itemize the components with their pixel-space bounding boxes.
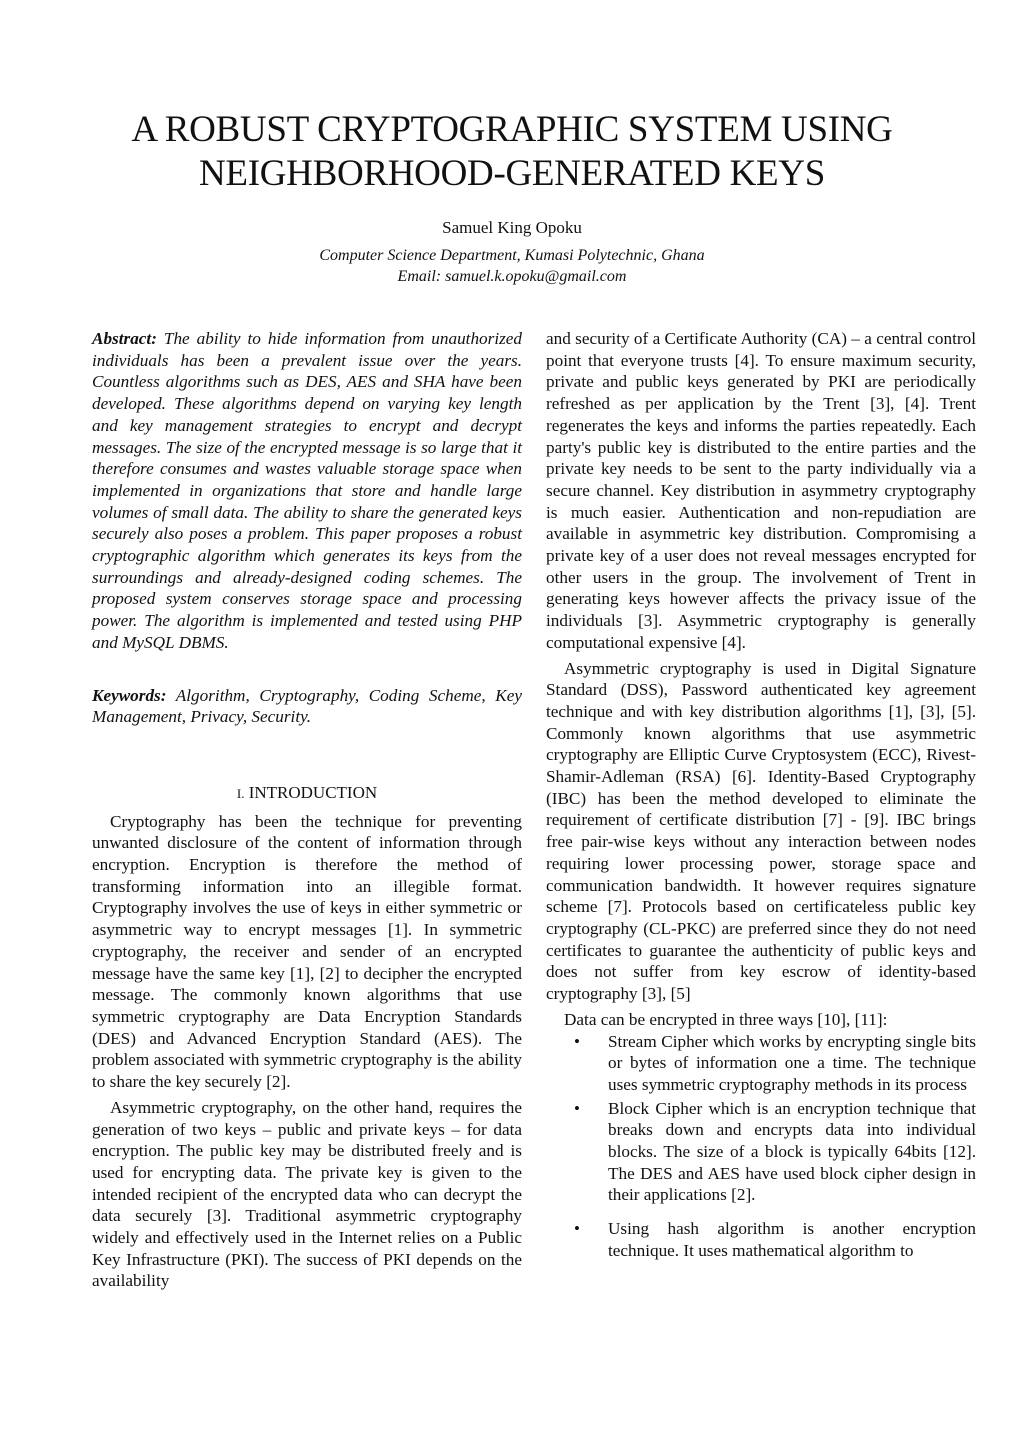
encryption-methods-list bbox=[546, 1031, 976, 1262]
bullet-icon: • bbox=[574, 1219, 580, 1239]
abstract-label: Abstract: bbox=[92, 329, 157, 348]
abstract-text: The ability to hide information from unauthorized individuals has been a prevalent issue over the years. Countless algorithms such as DES, AES and SHA have been developed. These algorithms depend on varying key length and key management strategies to encrypt and decrypt messages. The size of the encrypted message is so large that it therefore consumes and wastes valuable storage space when implemented in organizations that store and handle large volumes of small data. The ability to share the generated keys securely also poses a problem. This paper proposes a robust cryptographic algorithm which generates its keys from the surroundings and already-designed coding schemes. The proposed system conserves storage space and processing power. The algorithm is implemented and tested using PHP and MySQL DBMS. bbox=[92, 329, 523, 652]
affiliation: Computer Science Department, Kumasi Polytechnic, Ghana bbox=[319, 247, 705, 264]
title-line-1: A ROBUST CRYPTOGRAPHIC SYSTEM USING bbox=[131, 109, 893, 150]
author-name: Samuel King Opoku bbox=[442, 218, 582, 237]
intro-paragraph-2: Asymmetric cryptography, on the other hand, requires the generation of two keys – public and private keys – for data encryption. The public key may be distributed freely and is used for encrypting data. The private key is given to the intended recipient of the encrypted data who can decrypt the data securely [3]. Traditional asymmetric cryptography widely and effectively used in the Internet relies on a Public Key Infrastructure (PKI). The success of PKI depends on the availability bbox=[92, 1097, 522, 1291]
body-paragraph: Asymmetric cryptography is used in Digital Signature Standard (DSS), Password authenticated key agreement technique and with key distribution algorithms [1], [3], [5]. Commonly known algorithms that use asymmetric cryptography are Elliptic Curve Cryptosystem (ECC), Rivest-Shamir-Adleman (RSA) [6]. Identity-Based Cryptography (IBC) has been the method developed to eliminate the requirement of certificate distribution [7] - [9]. IBC brings free pair-wise keys without any interaction between nodes requiring lower processing power, storage space and communication bandwidth. It however requires signature scheme [7]. Protocols based on certificateless public key cryptography (CL-PKC) are preferred since they do not need certificates to guarantee the authenticity of public keys and does not suffer from key escrow of identity-based cryptography [3], [5] bbox=[546, 658, 976, 1004]
paper-title bbox=[60, 108, 964, 196]
abstract bbox=[92, 328, 522, 654]
bullet-icon: • bbox=[574, 1098, 580, 1118]
keywords-text: Algorithm, Cryptography, Coding Scheme, Key Management, Privacy, Security. bbox=[92, 685, 522, 727]
list-item bbox=[546, 1218, 976, 1261]
bullet-icon: • bbox=[574, 1031, 580, 1051]
left-column bbox=[92, 328, 522, 1292]
section-title: INTRODUCTION bbox=[248, 782, 378, 802]
author-affiliation-block bbox=[0, 245, 1024, 287]
body-paragraph: Data can be encrypted in three ways [10], [11]: bbox=[564, 1009, 888, 1029]
list-item bbox=[546, 1098, 976, 1207]
list-item bbox=[546, 1031, 976, 1096]
right-column bbox=[546, 328, 976, 1264]
section-number: I. bbox=[236, 785, 245, 801]
title-line-2: NEIGHBORHOOD-GENERATED KEYS bbox=[199, 153, 825, 194]
list-item-text: Using hash algorithm is another encryption technique. It uses mathematical algorithm to bbox=[608, 1219, 976, 1260]
keywords bbox=[92, 685, 522, 728]
continued-paragraph: and security of a Certificate Authority (CA) – a central control point that everyone trusts [4]. To ensure maximum security, private and public keys generated by PKI are periodically refreshed as per application by the Trent [3], [4]. Trent regenerates the keys and informs the parties repeatedly. Each party's public key is distributed to the entire parties and the private key needs to be sent to the party individually via a secure channel. Key distribution in asymmetry cryptography is much easier. Authentication and non-repudiation are available in asymmetric key distribution. Compromising a private key of a user does not reveal messages encrypted for other users in the group. The involvement of Trent in generating keys however affects the privacy issue of the individuals [3]. Asymmetric cryptography is generally computational expensive [4]. bbox=[546, 329, 976, 652]
author-email: Email: samuel.k.opoku@gmail.com bbox=[397, 268, 627, 285]
list-item-text: Stream Cipher which works by encrypting single bits or bytes of information one a time. The technique uses symmetric cryptography methods in its process bbox=[608, 1031, 976, 1094]
intro-paragraph-1: Cryptography has been the technique for preventing unwanted disclosure of the content of information through encryption. Encryption is therefore the method of transforming information into an illegible format. Cryptography involves the use of keys in either symmetric or asymmetric way to encrypt messages [1]. In symmetric cryptography, the receiver and sender of an encrypted message have the same key [1], [2] to decipher the encrypted message. The commonly known algorithms that use symmetric cryptography are Data Encryption Standards (DES) and Advanced Encryption Standard (AES). The problem associated with symmetric cryptography is the ability to share the key securely [2]. bbox=[92, 811, 522, 1092]
list-item-text: Block Cipher which is an encryption technique that breaks down and encrypts data into individual blocks. The size of a block is typically 64bits [12]. The DES and AES have used block cipher design in their applications [2]. bbox=[608, 1098, 976, 1205]
section-heading bbox=[92, 782, 522, 805]
keywords-label: Keywords: bbox=[92, 685, 167, 705]
